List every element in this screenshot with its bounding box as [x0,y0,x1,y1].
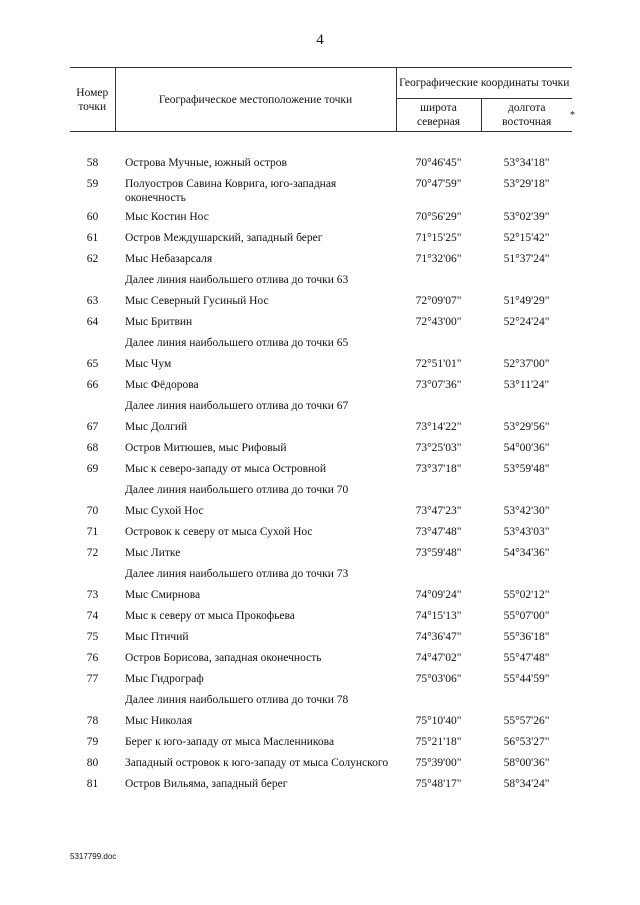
table-row [70,522,572,543]
point-location: Мыс к северо-западу от мыса Островной [125,463,327,475]
header-longitude [481,99,576,132]
latitude: 71°32'06" [415,253,462,265]
longitude: 52°24'24" [503,316,550,328]
longitude: 54°34'36" [503,547,550,559]
table-row [70,459,572,480]
note-row [70,690,572,711]
note-row [70,396,572,417]
point-location: Мыс Гидрограф [125,673,204,685]
point-number: 60 [86,211,99,223]
point-location: Острова Мучные, южный остров [125,157,287,169]
low-tide-note: Далее линия наибольшего отлива до точки 67 [125,400,349,412]
longitude: 53°29'56" [503,421,550,433]
longitude: 55°36'18" [503,631,550,643]
point-location: Мыс Фёдорова [125,379,199,391]
point-number: 75 [86,631,99,643]
latitude: 73°47'23" [415,505,462,517]
point-location: Остров Междушарский, западный берег [125,232,323,244]
latitude: 75°48'17" [415,778,462,790]
low-tide-note: Далее линия наибольшего отлива до точки 78 [125,694,349,706]
table-row [70,585,572,606]
table-row [70,153,572,174]
latitude: 72°51'01" [415,358,462,370]
latitude: 73°14'22" [415,421,462,433]
point-number: 70 [86,505,99,517]
point-number: 77 [86,673,99,685]
point-number: 62 [86,253,99,265]
latitude: 71°15'25" [415,232,462,244]
point-number: 76 [86,652,99,664]
table-row [70,249,572,270]
table-row [70,228,572,249]
latitude: 72°09'07" [415,295,462,307]
note-empty-cell [70,333,115,354]
point-number: 59 [86,178,99,190]
latitude: 74°09'24" [415,589,462,601]
point-location: Мыс Сухой Нос [125,505,204,517]
table-row [70,753,572,774]
longitude: 55°57'26" [503,715,550,727]
latitude: 74°36'47" [415,631,462,643]
point-number: 71 [86,526,99,538]
low-tide-note: Далее линия наибольшего отлива до точки 65 [125,337,349,349]
longitude: 58°00'36" [503,757,550,769]
latitude: 75°39'00" [415,757,462,769]
point-number: 69 [86,463,99,475]
page-number: 4 [316,32,324,48]
latitude: 73°37'18" [415,463,462,475]
latitude: 73°07'36" [415,379,462,391]
point-location: Остров Митюшев, мыс Рифовый [125,442,287,454]
table-row [70,543,572,564]
table-row [70,207,572,228]
longitude: 52°37'00" [503,358,550,370]
coordinates-table [70,67,576,795]
latitude: 74°15'13" [415,610,462,622]
table-row [70,501,572,522]
point-location: Мыс Долгий [125,421,188,433]
note-row [70,333,572,354]
table-row [70,417,572,438]
note-empty-cell [70,564,115,585]
longitude: 56°53'27" [503,736,550,748]
longitude: 55°47'48" [503,652,550,664]
longitude: 53°34'18" [503,157,550,169]
latitude: 70°47'59" [415,178,462,190]
note-empty-cell [70,396,115,417]
point-location: Мыс Литке [125,547,181,559]
table-row [70,774,572,795]
table-row [70,732,572,753]
latitude: 73°25'03" [415,442,462,454]
point-location: Островок к северу от мыса Сухой Нос [125,526,313,538]
point-number: 67 [86,421,99,433]
point-number: 61 [86,232,99,244]
latitude: 74°47'02" [415,652,462,664]
longitude: 53°02'39" [503,211,550,223]
header-longitude-label: долгота восточная [502,102,552,128]
point-location: Западный островок к юго-западу от мыса Солунского [125,757,389,769]
point-number: 78 [86,715,99,727]
point-number: 80 [86,757,99,769]
point-number: 73 [86,589,99,601]
table-row [70,627,572,648]
table-row [70,438,572,459]
table-row [70,354,572,375]
point-number: 58 [86,157,99,169]
latitude: 70°46'45" [415,157,462,169]
longitude: 53°43'03" [503,526,550,538]
table-row [70,291,572,312]
note-empty-cell [70,480,115,501]
table-row [70,375,572,396]
point-location: Берег к юго-западу от мыса Масленникова [125,736,335,748]
table-body [70,132,572,796]
point-location: Полуостров Савина Коврига, юго-западная оконечность [125,178,337,204]
longitude: 52°15'42" [503,232,550,244]
point-location: Мыс Небазарсаля [125,253,213,265]
point-location: Мыс Бритвин [125,316,193,328]
table-row [70,312,572,333]
latitude: 72°43'00" [415,316,462,328]
point-number: 72 [86,547,99,559]
longitude: 51°37'24" [503,253,550,265]
longitude: 53°42'30" [503,505,550,517]
longitude: 53°59'48" [503,463,550,475]
point-number: 81 [86,778,99,790]
point-location: Мыс Чум [125,358,172,370]
header-latitude: широта северная [396,99,481,132]
header-coordinates: Географические координаты точки [396,68,572,99]
footnote-asterisk: * [570,110,576,121]
point-number: 63 [86,295,99,307]
point-location: Остров Борисова, западная оконечность [125,652,322,664]
point-number: 65 [86,358,99,370]
longitude: 58°34'24" [503,778,550,790]
point-number: 74 [86,610,99,622]
table-row [70,669,572,690]
latitude: 70°56'29" [415,211,462,223]
low-tide-note: Далее линия наибольшего отлива до точки 73 [125,568,349,580]
document-filename: 5317799.doc [70,852,117,861]
point-location: Остров Вильяма, западный берег [125,778,288,790]
longitude: 54°00'36" [503,442,550,454]
longitude: 55°44'59" [503,673,550,685]
point-location: Мыс Птичий [125,631,189,643]
point-location: Мыс Николая [125,715,193,727]
longitude: 51°49'29" [503,295,550,307]
header-point-number: Номер точки [70,68,115,132]
latitude: 75°21'18" [415,736,462,748]
point-location: Мыс Костин Нос [125,211,209,223]
point-number: 64 [86,316,99,328]
note-empty-cell [70,270,115,291]
low-tide-note: Далее линия наибольшего отлива до точки 63 [125,274,349,286]
longitude: 55°07'00" [503,610,550,622]
table-header [70,68,576,132]
latitude: 73°47'48" [415,526,462,538]
note-row [70,270,572,291]
table-row [70,648,572,669]
table-row [70,711,572,732]
longitude: 53°11'24" [503,379,550,391]
longitude: 55°02'12" [503,589,550,601]
note-row [70,480,572,501]
latitude: 75°03'06" [415,673,462,685]
note-empty-cell [70,690,115,711]
latitude: 75°10'40" [415,715,462,727]
table-row [70,606,572,627]
point-number: 66 [86,379,99,391]
table-row [70,174,572,207]
latitude: 73°59'48" [415,547,462,559]
low-tide-note: Далее линия наибольшего отлива до точки 70 [125,484,349,496]
point-location: Мыс Смирнова [125,589,201,601]
header-location: Географическое местоположение точки [115,68,396,132]
point-location: Мыс Северный Гусиный Нос [125,295,269,307]
point-number: 79 [86,736,99,748]
note-row [70,564,572,585]
point-location: Мыс к северу от мыса Прокофьева [125,610,295,622]
point-number: 68 [86,442,99,454]
longitude: 53°29'18" [503,178,550,190]
